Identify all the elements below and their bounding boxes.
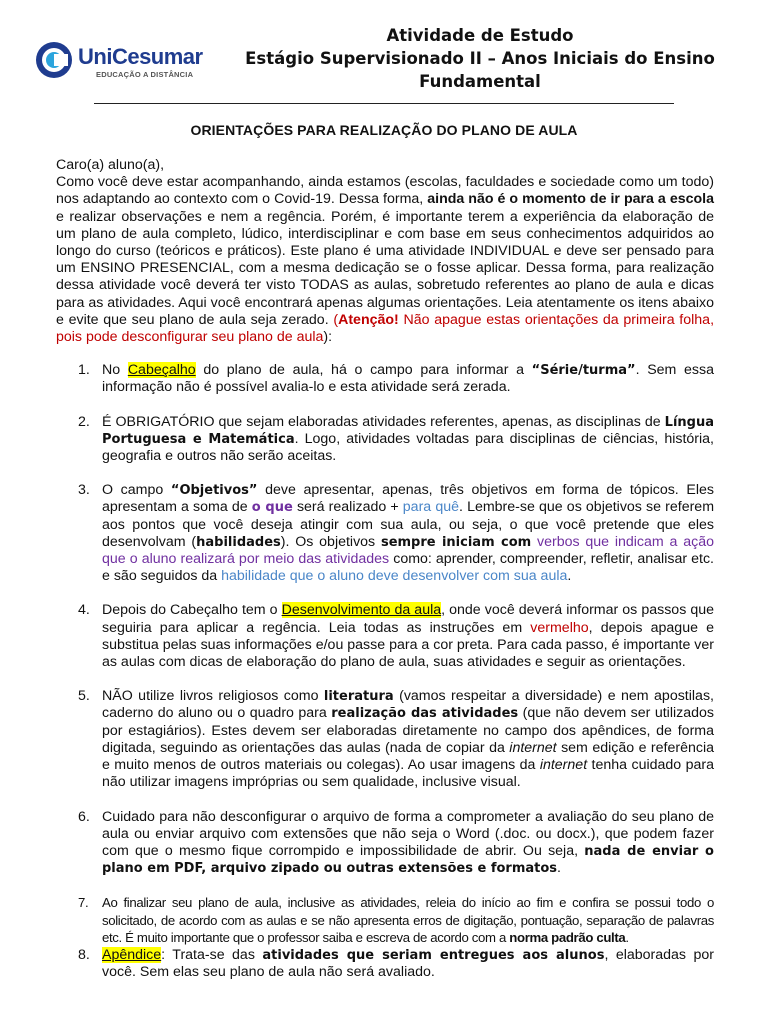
list-item: 3. O campo “Objetivos” deve apresentar, apenas, três objetivos em forma de tópicos. Eles apresentam a soma de o que será realizado + para quê. Lembre-se que os objetivos se referem aos pontos que você deseja atingir com sua aula, ou seja, o que você pretende que eles desenvolvam (habilidades). Os objetivos sempre iniciam com verbos que indicam a ação que o aluno realizará por meio das atividades como: aprender, compreender, refletir, analisar etc. e são seguidos da habilidade que o aluno deve desenvolver com sua aula. <box>78 482 715 585</box>
list-item: 7. Ao finalizar seu plano de aula, inclusive as atividades, releia do início ao fim e confira se possui todo o solicitado, de acordo com as aulas e se não apresenta erros de digitação, pontuação, separação de palavras etc. É muito importante que o professor saiba e escreva de acordo com a norma padrão culta. <box>78 895 714 945</box>
section-title: ORIENTAÇÕES PARA REALIZAÇÃO DO PLANO DE AULA <box>190 122 578 138</box>
unicesumar-logo-mark <box>34 40 74 80</box>
logo-wordmark: UniCesumar <box>78 44 203 69</box>
greeting: Caro(a) aluno(a), <box>56 157 165 173</box>
instructions-list <box>56 362 714 981</box>
document-header-titles <box>240 24 720 93</box>
unicesumar-logo <box>34 40 203 84</box>
list-item: 6. Cuidado para não desconfigurar o arquivo de forma a comprometer a avaliação do seu plano de aula ou enviar arquivo com extensões que não seja o Word (.doc. ou docx.), que podem fazer com que o mesmo fique corrompido e impossibilidade de abrir. Ou seja, nada de enviar o plano em PDF, arquivo zipado ou outras extensões e formatos. <box>78 808 714 877</box>
header-title-line2: Estágio Supervisionado II – Anos Iniciais do Ensino <box>245 49 715 68</box>
logo-subtitle: EDUCAÇÃO A DISTÂNCIA <box>96 70 194 79</box>
header-title-line1: Atividade de Estudo <box>386 26 574 45</box>
intro-paragraph: Como você deve estar acompanhando, ainda estamos (escolas, faculdades e sociedade como um todo) nos adaptando ao contexto com o Covid-19. Dessa forma, ainda não é o momento de ir para a escola e realizar observações e nem a regência. Porém, é importante terem a experiência da elaboração de um plano de aula completo, lúdico, interdisciplinar e com base em seus conhecimentos adquiridos ao longo do curso (teóricos e práticos). Este plano é uma atividade INDIVIDUAL e deve ser pensado para um ENSINO PRESENCIAL, com a mesma dedicação se o fosse aplicar. Dessa forma, para realização dessa atividade você deverá ter visto TODAS as aulas, sobretudo referentes ao plano de aula e dicas para as atividades. Aqui você encontrará apenas algumas orientações. Leia atentamente os itens abaixo e evite que seu plano de aula seja zerado. (Atenção! Não apague estas orientações da primeira folha, pois pode desconfigurar seu plano de aula): <box>56 174 715 346</box>
header-divider <box>94 103 674 104</box>
list-item: 5. NÃO utilize livros religiosos como literatura (vamos respeitar a diversidade) e nem apostilas, caderno do aluno ou o quadro para realização das atividades (que não devem ser utilizados por estagiários). Estes devem ser elaboradas diretamente no campo dos apêndices, de forma digitada, seguindo as orientações das aulas (nada de copiar da internet sem edição e referência e muito menos de outros materiais ou colegas). Ao usar imagens da internet tenha cuidado para não utilizar imagens impróprias ou sem qualidade, inclusive visual. <box>78 688 714 791</box>
list-item: 8. Apêndice: Trata-se das atividades que seriam entregues aos alunos, elaboradas por você. Sem elas seu plano de aula não será avaliado. <box>78 946 714 981</box>
document-body <box>56 157 714 998</box>
list-item: 2. É OBRIGATÓRIO que sejam elaboradas atividades referentes, apenas, as disciplinas de Língua Portuguesa e Matemática. Logo, atividades voltadas para disciplinas de ciências, história, geografia e outros não serão aceitas. <box>78 413 714 465</box>
list-item: 4. Depois do Cabeçalho tem o Desenvolvimento da aula, onde você deverá informar os passos que seguiria para aplicar a regência. Leia todas as instruções em vermelho, depois apague e substitua pelas suas informações e/ou passe para a cor preta. Para cada passo, é importante ver as aulas com dicas de elaboração do plano de aula, suas atividades e seguir as orientações. <box>78 602 715 671</box>
list-item: 1. No Cabeçalho do plano de aula, há o campo para informar a “Série/turma”. Sem essa informação não é possível avalia-lo e esta atividade será zerada. <box>78 362 715 396</box>
header-title-line3: Fundamental <box>419 72 541 91</box>
